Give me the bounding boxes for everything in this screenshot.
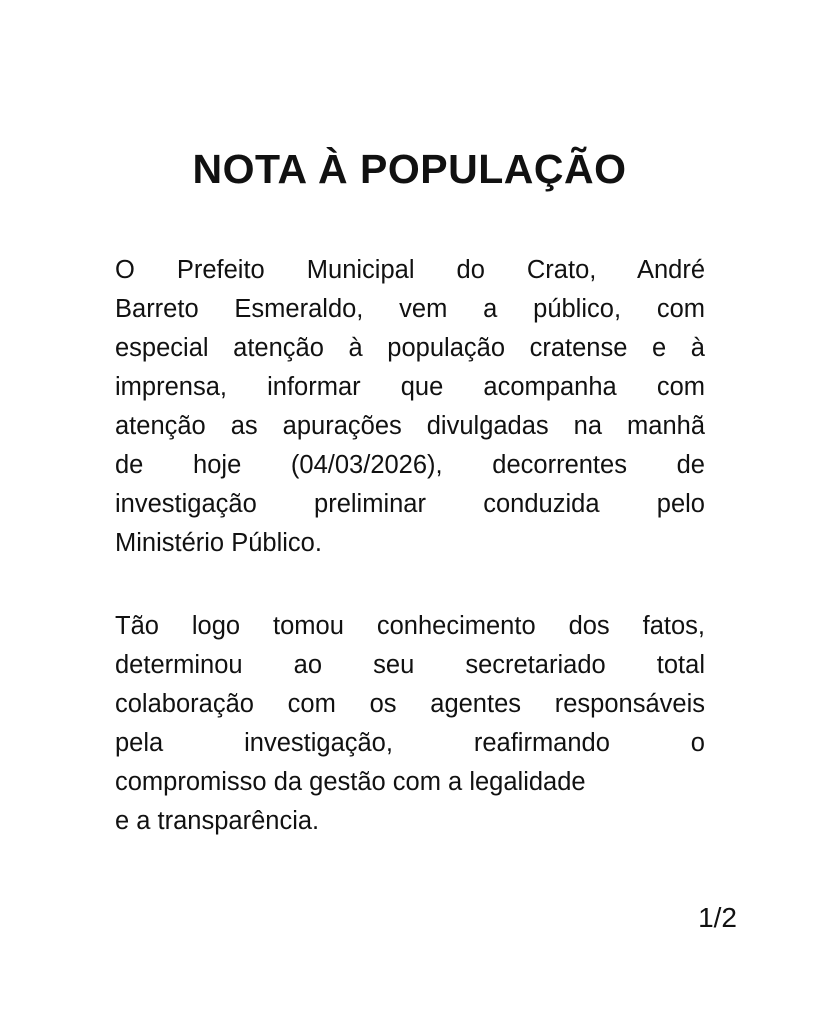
text-line: atenção as apurações divulgadas na manhã <box>115 412 705 440</box>
text-line: especial atenção à população cratense e à <box>115 334 705 362</box>
text-line: compromisso da gestão com a legalidade <box>115 768 586 796</box>
text-line: imprensa, informar que acompanha com <box>115 373 705 401</box>
text-line: Barreto Esmeraldo, vem a público, com <box>115 295 705 323</box>
text-line: colaboração com os agentes responsáveis <box>115 690 705 718</box>
text-line: O Prefeito Municipal do Crato, André <box>115 256 705 284</box>
page-title: NOTA À POPULAÇÃO <box>192 146 627 192</box>
text-line: Ministério Público. <box>115 529 322 557</box>
text-line: de hoje (04/03/2026), decorrentes de <box>115 451 705 479</box>
text-line: investigação preliminar conduzida pelo <box>115 490 705 518</box>
page-number: 1/2 <box>698 902 737 933</box>
text-line: Tão logo tomou conhecimento dos fatos, <box>115 612 705 640</box>
text-line: pela investigação, reafirmando o <box>115 729 705 757</box>
paragraph-2 <box>115 607 705 841</box>
text-line: determinou ao seu secretariado total <box>115 651 705 679</box>
text-line: e a transparência. <box>115 807 320 835</box>
paragraph-1 <box>115 251 705 563</box>
